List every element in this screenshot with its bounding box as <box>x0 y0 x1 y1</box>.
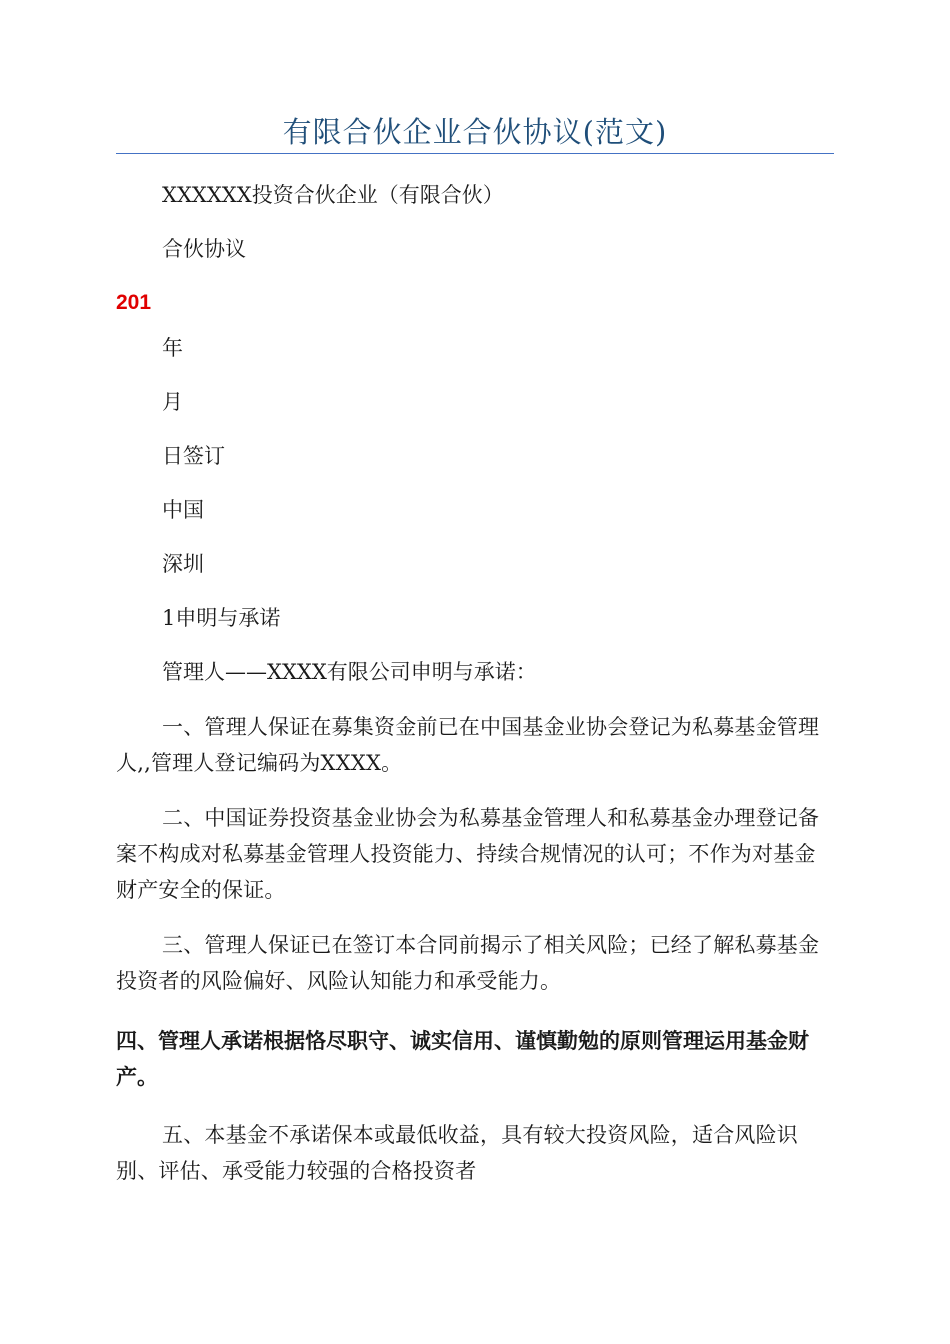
month-label: 月 <box>162 390 183 414</box>
city: 深圳 <box>162 552 204 576</box>
clause-3: 三、管理人保证已在签订本合同前揭示了相关风险；已经了解私募基金投资者的风险偏好、风险认知能力和承受能力。 <box>116 933 820 993</box>
company-line: XXXXXX投资合伙企业（有限合伙） <box>162 183 504 207</box>
title-underline <box>116 153 834 154</box>
clause-5: 五、本基金不承诺保本或最低收益，具有较大投资风险，适合风险识别、评估、承受能力较强的合格投资者 <box>116 1123 798 1183</box>
year-label: 年 <box>162 336 183 360</box>
doc-name: 合伙协议 <box>162 237 246 261</box>
manager-statement: 管理人——XXXX有限公司申明与承诺： <box>162 660 537 684</box>
clause-1: 一、管理人保证在募集资金前已在中国基金业协会登记为私募基金管理人,,管理人登记编码为XXXX。 <box>116 715 820 775</box>
day-label: 日签订 <box>162 444 225 468</box>
year-prefix: 201 <box>116 291 152 314</box>
section-heading: 1申明与承诺 <box>162 606 281 630</box>
document-title: 有限合伙企业合伙协议(范文) <box>282 115 668 149</box>
clause-4: 四、管理人承诺根据恪尽职守、诚实信用、谨慎勤勉的原则管理运用基金财产。 <box>116 1029 809 1089</box>
clause-2: 二、中国证券投资基金业协会为私募基金管理人和私募基金办理登记备案不构成对私募基金管理人投资能力、持续合规情况的认可；不作为对基金财产安全的保证。 <box>116 806 820 902</box>
country: 中国 <box>162 498 204 522</box>
